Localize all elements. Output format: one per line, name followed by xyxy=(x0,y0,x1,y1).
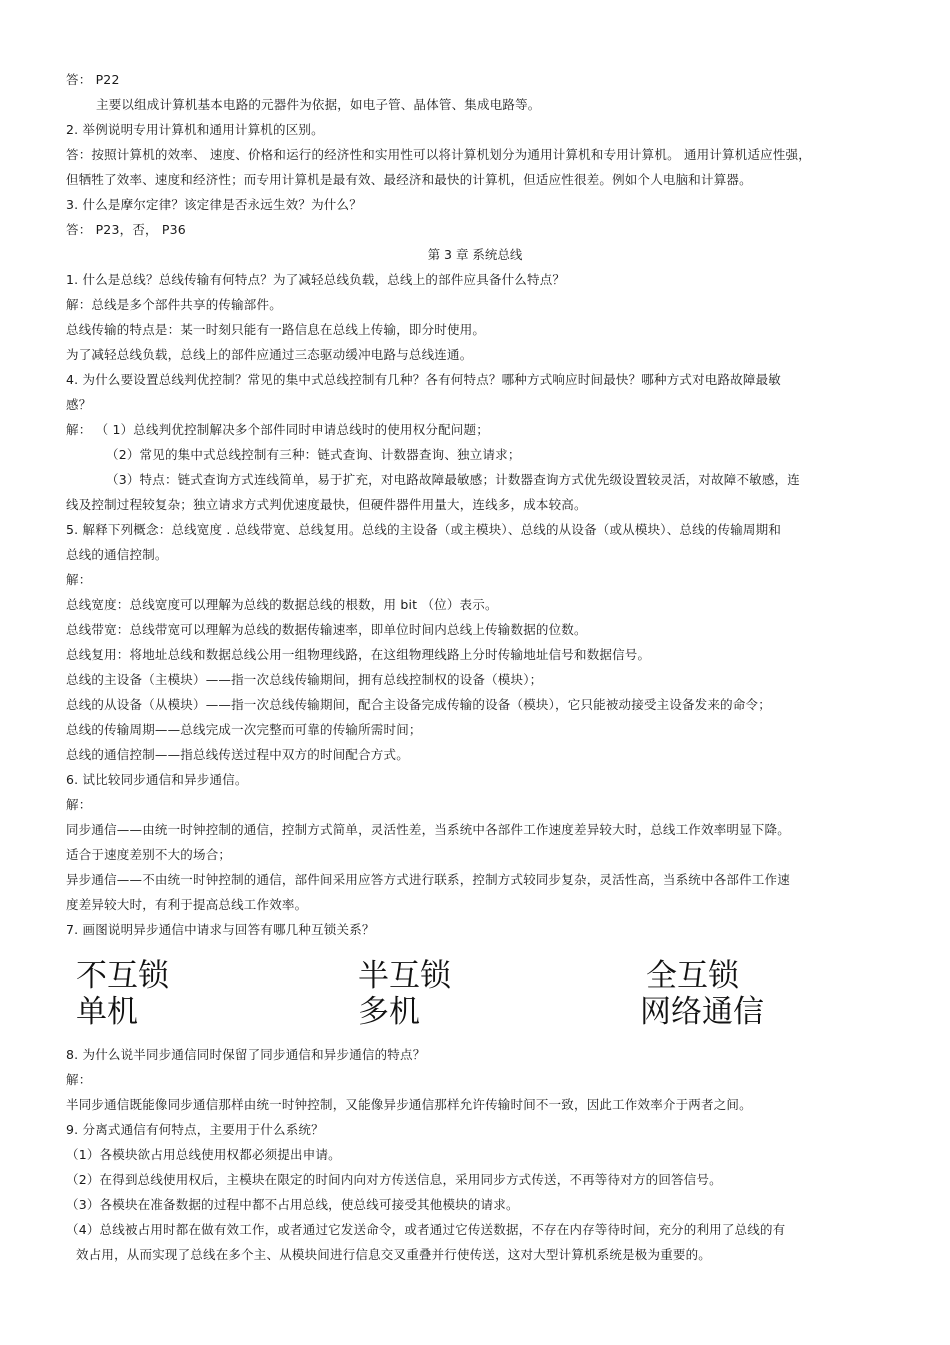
answer-4-line-1: 解： （ 1）总线判优控制解决多个部件同时申请总线时的使用权分配问题； xyxy=(66,422,489,437)
answer-5-label: 解： xyxy=(66,572,92,587)
question-4-line-1: 4. 为什么要设置总线判优控制？常见的集中式总线控制有几种？各有何特点？哪种方式响应时间最快？哪种方式对电路故障最敏 xyxy=(66,372,782,387)
answer-6-label: 解： xyxy=(66,797,92,812)
question-4-line-2: 感？ xyxy=(66,397,92,412)
answer-1-line-3: 为了减轻总线负载，总线上的部件应通过三态驱动缓冲电路与总线连通。 xyxy=(66,347,473,362)
answer-4-line-4: 线及控制过程较复杂；独立请求方式判优速度最快，但硬件器件用量大，连线多，成本较高。 xyxy=(66,497,587,512)
question-3: 3. 什么是摩尔定律？该定律是否永远生效？为什么？ xyxy=(66,197,362,212)
question-8: 8. 为什么说半同步通信同时保留了同步通信和异步通信的特点？ xyxy=(66,1047,426,1062)
async-comm-line-1: 异步通信——不由统一时钟控制的通信，部件间采用应答方式进行联系，控制方式较同步复杂，灵活性高，当系统中各部件工作速 xyxy=(66,872,790,887)
sync-comm-line-1: 同步通信——由统一时钟控制的通信，控制方式简单，灵活性差，当系统中各部件工作速度差异较大时，总线工作效率明显下降。 xyxy=(66,822,790,837)
def-bus-width: 总线宽度：总线宽度可以理解为总线的数据总线的根数，用 bit （位）表示。 xyxy=(66,597,498,612)
answer-9-item-1: （1）各模块欲占用总线使用权都必须提出申请。 xyxy=(66,1147,341,1162)
answer-text-components: 主要以组成计算机基本电路的元器件为依据，如电子管、晶体管、集成电路等。 xyxy=(96,97,541,112)
answer-4-line-2: （2）常见的集中式总线控制有三种：链式查询、计数器查询、独立请求； xyxy=(106,447,521,462)
question-7: 7. 画图说明异步通信中请求与回答有哪几种互锁关系？ xyxy=(66,922,375,937)
answer-8-text: 半同步通信既能像同步通信那样由统一时钟控制，又能像异步通信那样允许传输时间不一致，因此工作效率介于两者之间。 xyxy=(66,1097,752,1112)
answer-9-item-3: （3）各模块在准备数据的过程中都不占用总线，使总线可接受其他模块的请求。 xyxy=(66,1197,519,1212)
def-bus-slave: 总线的从设备（从模块）——指一次总线传输期间，配合主设备完成传输的设备（模块），它只能被动接受主设备发来的命令； xyxy=(66,697,771,712)
label-full-interlock: 全互锁 xyxy=(646,958,739,994)
answer-p22: 答： P22 xyxy=(66,72,120,87)
question-6: 6. 试比较同步通信和异步通信。 xyxy=(66,772,248,787)
answer-2-line-2: 但牺牲了效率、速度和经济性；而专用计算机是最有效、最经济和最快的计算机，但适应性很差。例如个人电脑和计算器。 xyxy=(66,172,752,187)
async-comm-line-2: 度差异较大时，有利于提高总线工作效率。 xyxy=(66,897,308,912)
answer-1-line-2: 总线传输的特点是：某一时刻只能有一路信息在总线上传输，即分时使用。 xyxy=(66,322,486,337)
label-network-comm: 网络通信 xyxy=(640,994,764,1030)
label-no-interlock: 不互锁 xyxy=(76,958,169,994)
def-bus-comm-control: 总线的通信控制——指总线传送过程中双方的时间配合方式。 xyxy=(66,747,409,762)
question-5-line-2: 总线的通信控制。 xyxy=(66,547,168,562)
sync-comm-line-2: 适合于速度差别不大的场合； xyxy=(66,847,232,862)
answer-9-item-4-line-2: 效占用，从而实现了总线在多个主、从模块间进行信息交叉重叠并行使传送，这对大型计算机系统是极为重要的。 xyxy=(76,1247,712,1262)
answer-8-label: 解： xyxy=(66,1072,92,1087)
answer-4-line-3: （3）特点：链式查询方式连线简单，易于扩充，对电路故障最敏感；计数器查询方式优先级设置较灵活，对故障不敏感，连 xyxy=(106,472,800,487)
label-multi-machine: 多机 xyxy=(358,994,420,1030)
def-bus-bandwidth: 总线带宽：总线带宽可以理解为总线的数据传输速率，即单位时间内总线上传输数据的位数。 xyxy=(66,622,587,637)
question-2: 2. 举例说明专用计算机和通用计算机的区别。 xyxy=(66,122,324,137)
answer-9-item-2: （2）在得到总线使用权后，主模块在限定的时间内向对方传送信息，采用同步方式传送，不再等待对方的回答信号。 xyxy=(66,1172,722,1187)
label-single-machine: 单机 xyxy=(76,994,138,1030)
label-half-interlock: 半互锁 xyxy=(358,958,451,994)
chapter-title: 第 3 章 系统总线 xyxy=(427,247,523,262)
def-bus-cycle: 总线的传输周期——总线完成一次完整而可靠的传输所需时间； xyxy=(66,722,422,737)
answer-2-line-1: 答：按照计算机的效率、 速度、价格和运行的经济性和实用性可以将计算机划分为通用计算机和专用计算机。 通用计算机适应性强， xyxy=(66,147,811,162)
question-9: 9. 分离式通信有何特点，主要用于什么系统？ xyxy=(66,1122,324,1137)
answer-9-item-4-line-1: （4）总线被占用时都在做有效工作，或者通过它发送命令，或者通过它传送数据，不存在内存等待时间，充分的利用了总线的有 xyxy=(66,1222,786,1237)
def-bus-master: 总线的主设备（主模块）——指一次总线传输期间，拥有总线控制权的设备（模块）； xyxy=(66,672,543,687)
question-5-line-1: 5. 解释下列概念：总线宽度 . 总线带宽、总线复用。总线的主设备（或主模块）、总线的从设备（或从模块）、总线的传输周期和 xyxy=(66,522,782,537)
question-1: 1. 什么是总线？总线传输有何特点？为了减轻总线负载，总线上的部件应具备什么特点？ xyxy=(66,272,566,287)
def-bus-multiplexing: 总线复用：将地址总线和数据总线公用一组物理线路，在这组物理线路上分时传输地址信号和数据信号。 xyxy=(66,647,651,662)
answer-1-line-1: 解：总线是多个部件共享的传输部件。 xyxy=(66,297,282,312)
answer-3: 答： P23，否， P36 xyxy=(66,222,186,237)
